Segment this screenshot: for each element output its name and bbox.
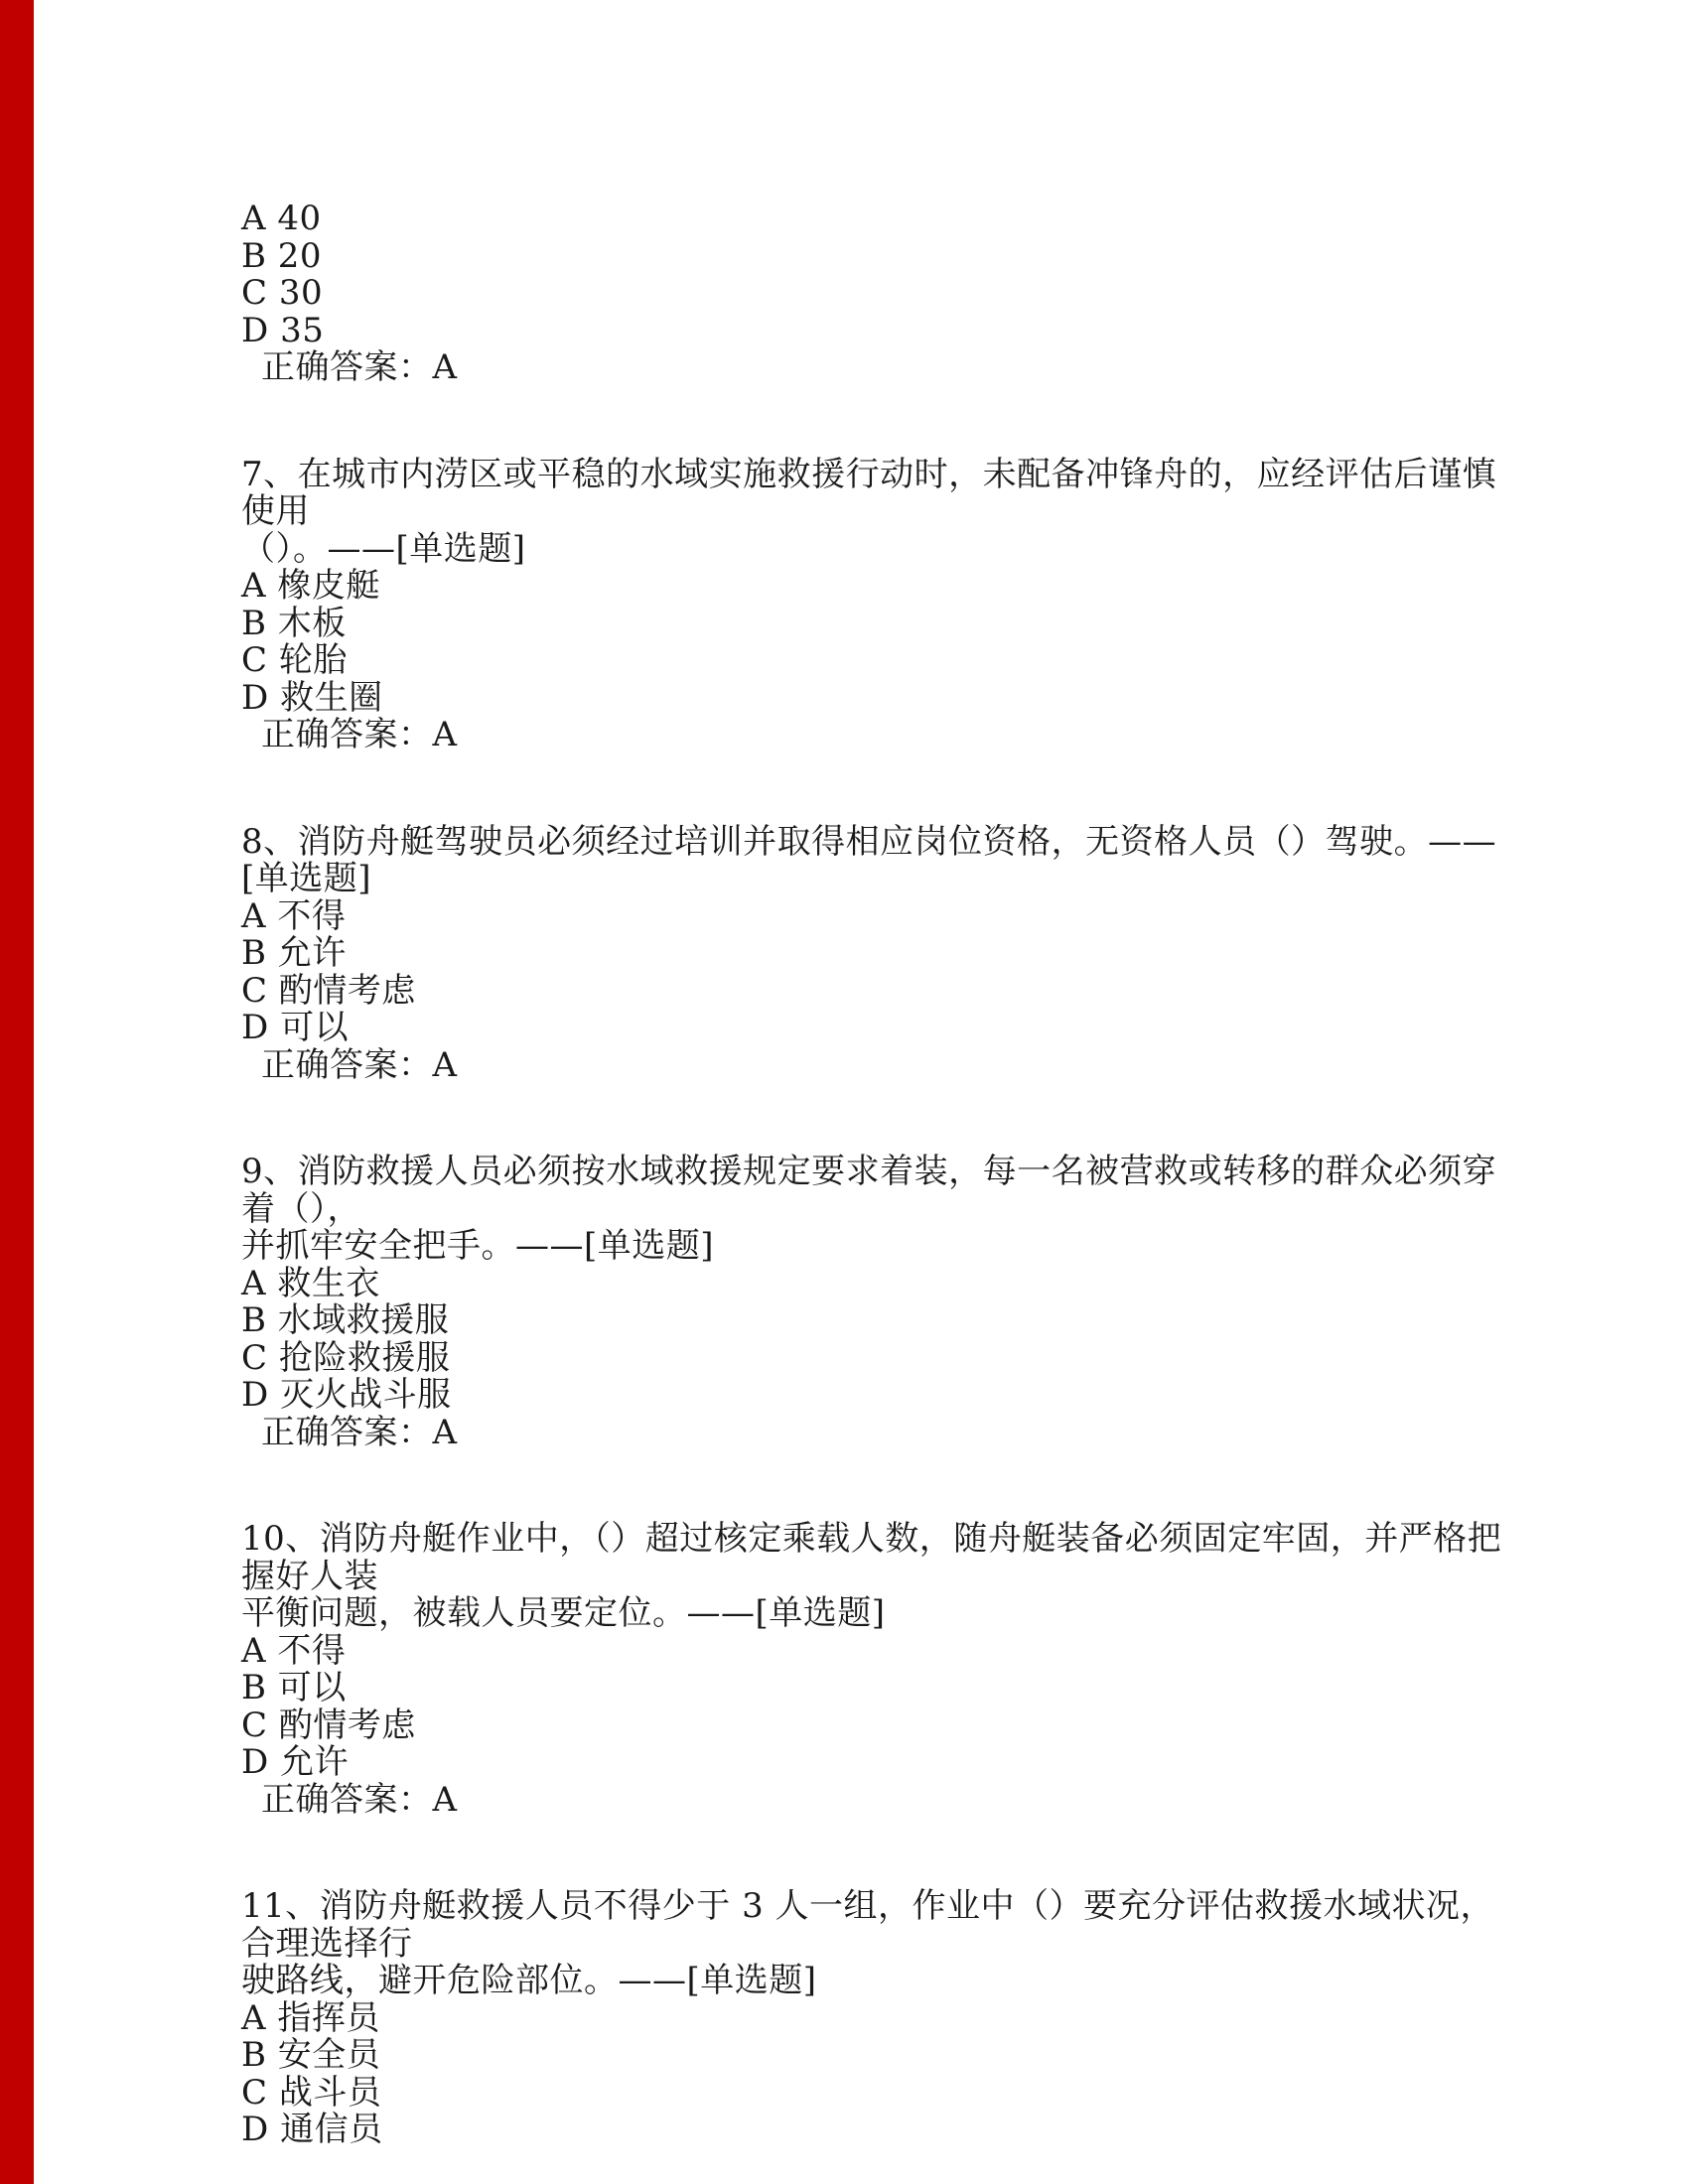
question-text-line: 11、消防舟艇救援人员不得少于 3 人一组，作业中（）要充分评估救援水域状况，合理选择行: [241, 1886, 1495, 1964]
question-text-line: 平衡问题，被载人员要定位。——[单选题]: [241, 1593, 886, 1633]
question-text-line: 8、消防舟艇驾驶员必须经过培训并取得相应岗位资格，无资格人员（）驾驶。——[单选题]: [241, 821, 1497, 898]
option-a: A 指挥员: [241, 1997, 380, 2038]
question-block-9: [241, 1154, 1524, 1451]
question-block-10: [241, 1521, 1524, 1819]
question-block-8: [241, 821, 1524, 1085]
correct-answer: 正确答案：A: [261, 1412, 458, 1452]
question-block-6: [241, 201, 1524, 387]
option-c: C 轮胎: [241, 640, 348, 680]
option-c: C 抢险救援服: [241, 1337, 451, 1378]
option-a: A 橡皮艇: [241, 566, 380, 606]
question-block-11: [241, 1888, 1524, 2149]
correct-answer: 正确答案：A: [261, 1044, 458, 1085]
option-a: A 40: [241, 199, 322, 238]
option-d: D 允许: [241, 1742, 350, 1782]
option-b: B 可以: [241, 1668, 347, 1707]
question-text-line: 7、在城市内涝区或平稳的水域实施救援行动时，未配备冲锋舟的，应经评估后谨慎使用: [241, 454, 1497, 531]
option-b: B 安全员: [241, 2035, 381, 2075]
exam-content: [241, 201, 1524, 2149]
option-b: B 木板: [241, 603, 347, 643]
left-accent-bar: [0, 0, 34, 2184]
option-d: D 灭火战斗服: [241, 1375, 452, 1415]
option-a: A 救生衣: [241, 1263, 380, 1303]
option-c: C 30: [241, 273, 324, 313]
option-b: B 水域救援服: [241, 1300, 450, 1340]
option-b: B 20: [241, 235, 323, 276]
option-b: B 允许: [241, 933, 347, 973]
option-a: A 不得: [241, 895, 347, 936]
question-text-line: 9、消防救援人员必须按水域救援规定要求着装，每一名被营救或转移的群众必须穿着（），: [241, 1152, 1497, 1229]
option-c: C 酌情考虑: [241, 1705, 416, 1745]
question-text-line: 驶路线，避开危险部位。——[单选题]: [241, 1961, 817, 2000]
correct-answer: 正确答案：A: [261, 1779, 458, 1820]
option-d: D 35: [241, 310, 325, 350]
correct-answer: 正确答案：A: [261, 715, 458, 754]
option-c: C 酌情考虑: [241, 970, 416, 1011]
option-c: C 战斗员: [241, 2072, 382, 2113]
option-d: D 通信员: [241, 2110, 383, 2149]
option-a: A 不得: [241, 1630, 347, 1671]
question-text-line: 并抓牢安全把手。——[单选题]: [241, 1226, 715, 1266]
question-text-line: （）。——[单选题]: [241, 528, 526, 569]
option-d: D 救生圈: [241, 677, 383, 718]
question-block-7: [241, 454, 1524, 754]
question-text-line: 10、消防舟艇作业中，（）超过核定乘载人数，随舟艇装备必须固定牢固，并严格把握好人装: [241, 1519, 1502, 1596]
correct-answer: 正确答案：A: [261, 347, 458, 387]
option-d: D 可以: [241, 1008, 350, 1047]
